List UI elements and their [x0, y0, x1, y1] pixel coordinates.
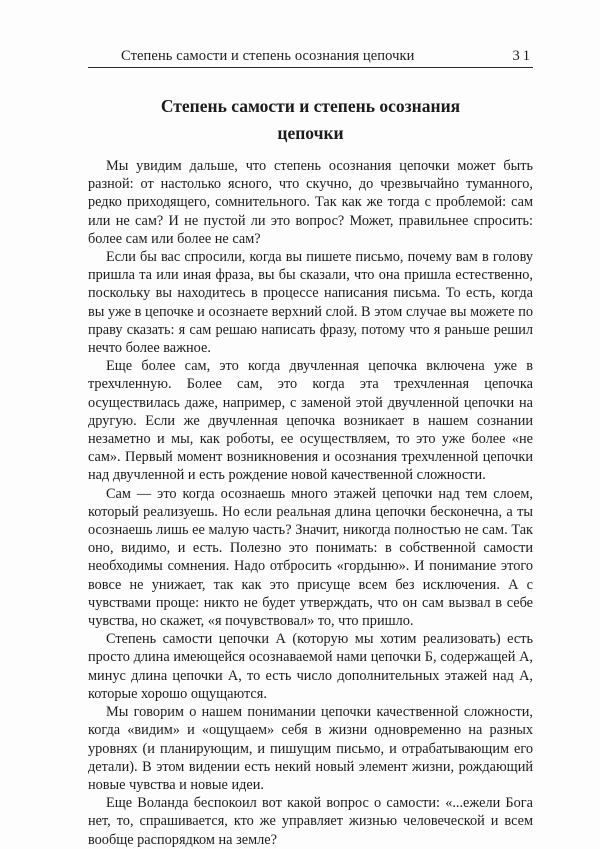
chapter-title-line-1: Степень самости и степень осознания: [160, 96, 461, 116]
chapter-title: [88, 93, 533, 147]
running-head-title: Степень самости и степень осознания цепочки: [121, 48, 415, 64]
paragraph: Мы говорим о нашем понимании цепочки качественной сложности, когда «видим» и «ощущаем» себя в жизни одновременно на разных уровнях (и планирующим, и пишущим письмо, и отрабатывающим его детали). В этом видении есть некий новый элемент жизни, рождающий новые чувства и новые идеи.: [88, 704, 533, 793]
paragraph: Если бы вас спросили, когда вы пишете письмо, почему вам в голову пришла та или иная фраза, вы бы сказали, что она пришла естественно, поскольку вы находитесь в процессе написания письма. То есть, когда вы уже в цепочке и осознаете верхний слой. В этом случае вы можете по праву сказать: я сам решаю написать фразу, потому что я раньше решил нечто более важное.: [88, 249, 533, 357]
body-text: [88, 157, 533, 849]
paragraph: Сам — это когда осознаешь много этажей цепочки над тем слоем, который реализуешь. Но если реальная длина цепочки бесконечна, а ты осознаешь лишь ее малую часть? Значит, никогда полностью не сам. Так оно, видимо, и есть. Полезно это понимать: в собственной самости необходимы сомнения. Надо отбросить «гордыню». И понимание этого вовсе не унижает, так как это присуще всем без исключения. А с чувствами проще: никто не будет утверждать, что он сам вызвал в себе чувства, но скажет, «я почувствовал» то, что пришло.: [88, 485, 533, 630]
header-rule: [88, 67, 533, 68]
paragraph: Еще Воланда беспокоил вот какой вопрос о самости: «...ежели Бога нет, то, спрашивается, кто же управляет жизнью человеческой и всем вообще распорядком на земле?: [88, 795, 533, 848]
paragraph: Еще более сам, это когда двучленная цепочка включена уже в трехчленную. Более сам, это когда эта трехчленная цепочка осуществилась даже, например, с заменой этой двучленной цепочки на другую. Если же двучленная цепочка возникает в нашем сознании незаметно и мы, как роботы, ее осуществляем, то это уже более «не сам». Первый момент возникновения и осознания трехчленной цепочки над двучленной и есть рождение новой качественной сложности.: [88, 358, 533, 484]
paragraph: Степень самости цепочки А (которую мы хотим реализовать) есть просто длина имеющейся осознаваемой нами цепочки Б, содержащей А, минус длина цепочки А, то есть число дополнительных этажей над А, которые хорошо ощущаются.: [88, 631, 533, 702]
page-number: 31: [512, 48, 533, 64]
paragraph: Мы увидим дальше, что степень осознания цепочки может быть разной: от настолько ясного, что скучно, до чрезвычайно туманного, редко приходящего, сомнительного. Так как же тогда с проблемой: сам или не сам? И не пустой ли это вопрос? Может, правильнее спросить: более сам или более не сам?: [88, 158, 533, 247]
chapter-title-line-2: цепочки: [277, 123, 344, 143]
